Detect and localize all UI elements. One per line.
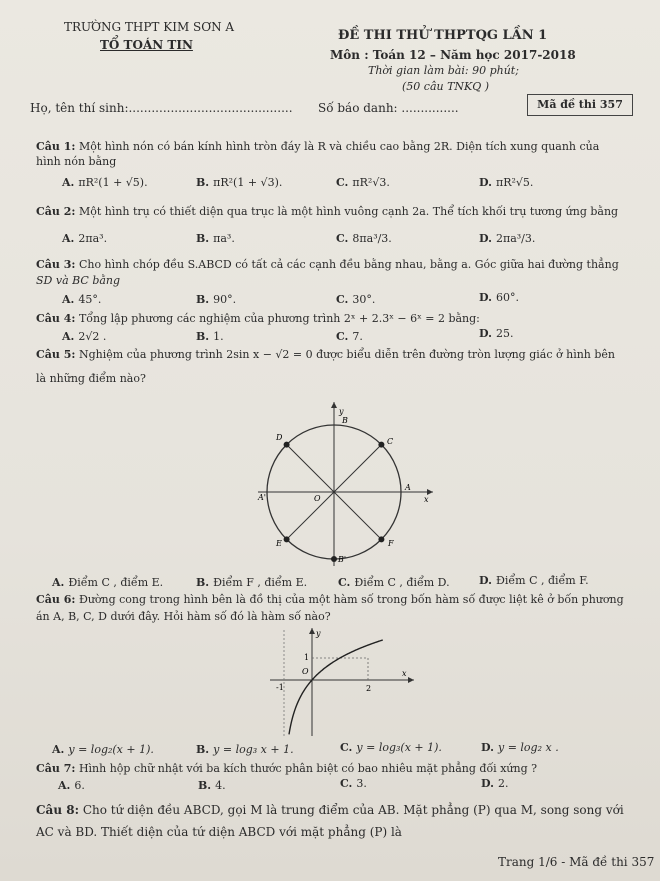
q7-option-c: C. 3. <box>340 777 367 790</box>
page-footer: Trang 1/6 - Mã đề thi 357 <box>498 855 655 869</box>
q6-option-d: D. y = log₂ x . <box>481 741 559 754</box>
question-3-line2: SD và BC bằng <box>36 274 121 287</box>
question-7: Câu 7: Hình hộp chữ nhật với ba kích thước phân biệt có bao nhiêu mặt phẳng đối xứng ? <box>36 762 538 775</box>
q3-option-b: B. 90°. <box>196 293 237 306</box>
point-f <box>378 536 384 542</box>
question-3: Câu 3: Cho hình chóp đều S.ABCD có tất cả các cạnh đều bằng nhau, bằng a. Góc giữa hai đường thẳng <box>36 258 619 271</box>
q2-option-a: A. 2πa³. <box>62 232 108 245</box>
q1-option-a: A. πR²(1 + √5). <box>62 176 148 189</box>
exam-title: ĐỀ THI THỬ THPTQG LẦN 1 <box>338 28 548 43</box>
exam-subject: Môn : Toán 12 – Năm học 2017-2018 <box>330 48 576 62</box>
label-d: D <box>276 433 283 442</box>
graph-y-arrow <box>309 628 315 634</box>
exam-duration: Thời gian làm bài: 90 phút; <box>368 64 519 77</box>
candidate-number-field: Số báo danh: ............... <box>318 101 459 115</box>
point-d <box>284 442 290 448</box>
label-c: C <box>387 437 394 446</box>
circle-y-arrow <box>331 402 337 408</box>
graph-x-arrow <box>408 677 414 683</box>
q2-option-c: C. 8πa³/3. <box>336 232 392 245</box>
q7-option-b: B. 4. <box>198 779 226 792</box>
q1-option-b: B. πR²(1 + √3). <box>196 176 283 189</box>
question-8: Câu 8: Cho tứ diện đều ABCD, gọi M là trung điểm của AB. Mặt phẳng (P) qua M, song song với <box>36 803 624 817</box>
q5-option-b: B. Điểm F , điểm E. <box>196 576 308 589</box>
department-name: TỔ TOÁN TIN <box>100 38 193 52</box>
graph-x-label: x <box>402 669 407 678</box>
question-4: Câu 4: Tổng lập phương các nghiệm của phương trình 2ˣ + 2.3ˣ − 6ˣ = 2 bằng: <box>36 312 480 325</box>
point-e <box>284 536 290 542</box>
label-a: A <box>405 483 411 492</box>
tick-label-neg1: -1 <box>276 683 284 692</box>
q3-option-a: A. 45°. <box>62 293 102 306</box>
question-5: Câu 5: Nghiệm của phương trình 2sin x − √2 = 0 được biểu diễn trên đường tròn lượng giác ở hình bên <box>36 348 616 361</box>
label-e: E <box>276 539 282 548</box>
unit-circle-figure <box>248 398 438 570</box>
q7-option-a: A. 6. <box>58 779 85 792</box>
q6-option-c: C. y = log₃(x + 1). <box>340 741 442 754</box>
question-2: Câu 2: Một hình trụ có thiết diện qua trục là một hình vuông cạnh 2a. Thể tích khối trụ tương ứng bằng <box>36 205 619 218</box>
circle-x-label: x <box>424 495 429 504</box>
question-count: (50 câu TNKQ ) <box>402 80 490 93</box>
q4-option-a: A. 2√2 . <box>62 330 107 343</box>
question-6: Câu 6: Đường cong trong hình bên là đồ thị của một hàm số trong bốn hàm số được liệt kê ở bốn phương <box>36 593 624 606</box>
q1-option-c: C. πR²√3. <box>336 176 390 189</box>
q5-option-c: C. Điểm C , điểm D. <box>338 576 450 589</box>
label-f: F <box>388 539 394 548</box>
q4-option-d: D. 25. <box>479 327 514 340</box>
question-5-line2: là những điểm nào? <box>36 372 146 385</box>
origin-label: O <box>302 667 309 676</box>
q6-option-a: A. y = log₂(x + 1). <box>52 743 154 756</box>
tick-label-1: 1 <box>304 653 310 662</box>
student-name-field: Họ, tên thí sinh:........................................... <box>30 101 293 115</box>
question-1: Câu 1: Một hình nón có bán kính hình tròn đáy là R và chiều cao bằng 2R. Diện tích xung quanh của <box>36 140 600 153</box>
q6-option-b: B. y = log₃ x + 1. <box>196 743 294 756</box>
tick-label-2: 2 <box>366 684 372 693</box>
school-name: TRƯỜNG THPT KIM SƠN A <box>64 20 235 34</box>
label-b-prime: B' <box>338 555 347 564</box>
question-6-line2: án A, B, C, D dưới đây. Hỏi hàm số đó là hàm số nào? <box>36 610 331 623</box>
q4-option-b: B. 1. <box>196 330 224 343</box>
question-8-line2: AC và BD. Thiết diện của tứ diện ABCD với mặt phẳng (P) là <box>36 825 402 839</box>
label-a-prime: A' <box>258 493 266 502</box>
label-o: O <box>314 494 321 503</box>
exam-code-box: Mã đề thi 357 <box>527 94 633 116</box>
point-c <box>378 442 384 448</box>
q2-option-b: B. πa³. <box>196 232 235 245</box>
log-graph-figure <box>266 624 418 738</box>
q4-option-c: C. 7. <box>336 330 363 343</box>
question-1-line2: hình nón bằng <box>36 155 117 168</box>
label-b: B <box>342 416 348 425</box>
q2-option-d: D. 2πa³/3. <box>479 232 536 245</box>
graph-y-label: y <box>316 629 321 638</box>
q7-option-d: D. 2. <box>481 777 509 790</box>
q5-option-d: D. Điểm C , điểm F. <box>479 574 589 587</box>
circle-y-label: y <box>339 407 344 416</box>
q5-option-a: A. Điểm C , điểm E. <box>52 576 164 589</box>
q1-option-d: D. πR²√5. <box>479 176 534 189</box>
point-b-prime <box>331 556 337 562</box>
q3-option-d: D. 60°. <box>479 291 519 304</box>
q3-option-c: C. 30°. <box>336 293 376 306</box>
